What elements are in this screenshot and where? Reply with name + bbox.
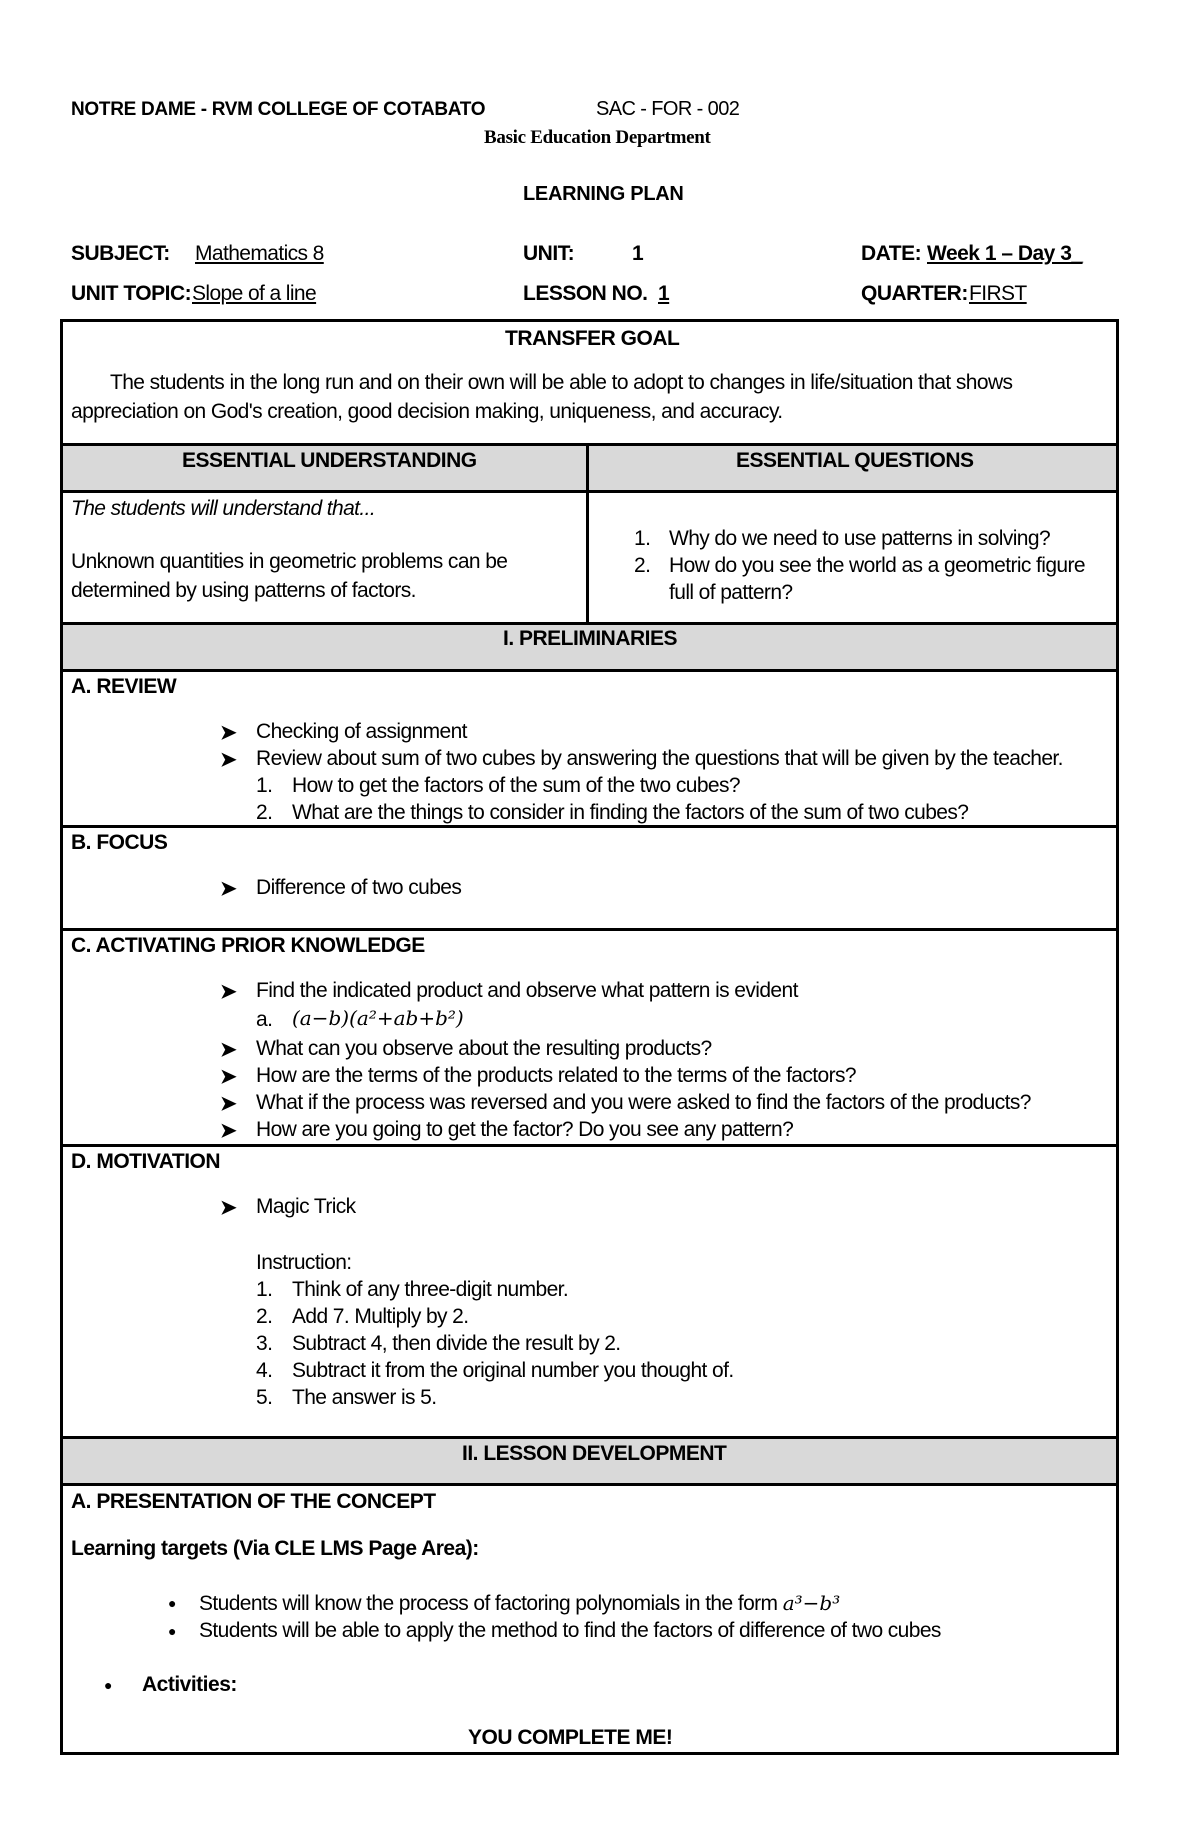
arrowhead-bullet-icon: ➤ <box>220 722 237 744</box>
date-value: Week 1 – Day 3_ <box>927 242 1083 265</box>
eq-item-2-continued: full of pattern? <box>669 581 793 604</box>
essential-questions-title: ESSENTIAL QUESTIONS <box>736 449 974 472</box>
activity-title: YOU COMPLETE ME! <box>468 1726 673 1749</box>
step-5: The answer is 5. <box>292 1386 437 1409</box>
divider <box>60 669 1119 672</box>
step-2: Add 7. Multiply by 2. <box>292 1305 469 1328</box>
eq-item-1: Why do we need to use patterns in solving? <box>669 527 1051 550</box>
divider <box>60 1144 1119 1147</box>
arrowhead-bullet-icon: ➤ <box>220 1197 237 1219</box>
arrowhead-bullet-icon: ➤ <box>220 1039 237 1061</box>
eq-item-2: How do you see the world as a geometric figure <box>669 554 1085 577</box>
focus-title: B. FOCUS <box>71 831 168 854</box>
activating-item-a-expression: (a−b)(a²+ab+b²) <box>292 1006 464 1030</box>
learning-target-2: Students will be able to apply the method to find the factors of difference of two cubes <box>199 1619 941 1642</box>
activating-item-a-label: a. <box>256 1008 273 1031</box>
learning-targets-title: Learning targets (Via CLE LMS Page Area): <box>71 1537 479 1560</box>
divider <box>60 1483 1119 1486</box>
review-question-1: How to get the factors of the sum of the two cubes? <box>292 774 740 797</box>
activating-bullet-1: Find the indicated product and observe what pattern is evident <box>256 979 798 1002</box>
arrowhead-bullet-icon: ➤ <box>220 981 237 1003</box>
activating-bullet-2: What can you observe about the resulting products? <box>256 1037 712 1060</box>
unit-label: UNIT: <box>523 242 575 265</box>
learning-target-1 <box>199 1591 840 1616</box>
transfer-goal-title: TRANSFER GOAL <box>505 327 680 350</box>
review-question-2: What are the things to consider in finding the factors of the sum of two cubes? <box>292 801 969 824</box>
round-bullet-icon: ● <box>104 1677 113 1693</box>
review-question-number: 1. <box>256 774 273 797</box>
date-label: DATE: <box>861 242 922 265</box>
activating-title: C. ACTIVATING PRIOR KNOWLEDGE <box>71 934 425 957</box>
step-number: 3. <box>256 1332 273 1355</box>
step-number: 1. <box>256 1278 273 1301</box>
essential-understanding-title: ESSENTIAL UNDERSTANDING <box>182 449 477 472</box>
step-number: 2. <box>256 1305 273 1328</box>
step-1: Think of any three-digit number. <box>292 1278 569 1301</box>
unit-topic-value: Slope of a line <box>192 282 317 305</box>
quarter-label: QUARTER: <box>861 282 968 305</box>
review-bullet-2: Review about sum of two cubes by answering the questions that will be given by the teacher. <box>256 747 1063 770</box>
transfer-goal-line-2: appreciation on God's creation, good decision making, uniqueness, and accuracy. <box>71 400 783 423</box>
divider <box>60 1436 1119 1439</box>
arrowhead-bullet-icon: ➤ <box>220 1093 237 1115</box>
activities-label: Activities: <box>142 1673 237 1696</box>
divider <box>60 622 1119 625</box>
eq-number: 1. <box>634 527 651 550</box>
activating-bullet-3: How are the terms of the products related to the terms of the factors? <box>256 1064 856 1087</box>
eu-intro: The students will understand that... <box>71 497 376 520</box>
step-4: Subtract it from the original number you thought of. <box>292 1359 734 1382</box>
divider <box>60 490 1119 493</box>
document-title: LEARNING PLAN <box>523 183 684 205</box>
divider <box>60 825 1119 828</box>
presentation-title: A. PRESENTATION OF THE CONCEPT <box>71 1490 436 1513</box>
preliminaries-title: I. PRELIMINARIES <box>503 627 678 650</box>
transfer-goal-line-1: The students in the long run and on their own will be able to adopt to changes in life/situation that shows <box>110 371 1013 394</box>
motivation-title: D. MOTIVATION <box>71 1150 221 1173</box>
column-divider <box>586 443 589 625</box>
lesson-development-title: II. LESSON DEVELOPMENT <box>462 1442 727 1465</box>
arrowhead-bullet-icon: ➤ <box>220 878 237 900</box>
step-3: Subtract 4, then divide the result by 2. <box>292 1332 621 1355</box>
subject-label: SUBJECT: <box>71 242 170 265</box>
activating-bullet-4: What if the process was reversed and you were asked to find the factors of the products? <box>256 1091 1031 1114</box>
quarter-value: FIRST <box>969 282 1027 305</box>
divider <box>60 443 1119 446</box>
lesson-number-label: LESSON NO. <box>523 282 648 305</box>
round-bullet-icon: ● <box>168 1623 177 1639</box>
step-number: 4. <box>256 1359 273 1382</box>
divider <box>60 928 1119 931</box>
subject-value: Mathematics 8 <box>195 242 324 265</box>
focus-bullet: Difference of two cubes <box>256 876 462 899</box>
arrowhead-bullet-icon: ➤ <box>220 749 237 771</box>
eq-number: 2. <box>634 554 651 577</box>
unit-value: 1 <box>632 242 644 265</box>
review-title: A. REVIEW <box>71 675 177 698</box>
eu-line-1: Unknown quantities in geometric problems can be <box>71 550 508 573</box>
unit-topic-label: UNIT TOPIC: <box>71 282 192 305</box>
learning-target-1-expression: a³−b³ <box>782 1591 841 1615</box>
activating-bullet-5: How are you going to get the factor? Do you see any pattern? <box>256 1118 794 1141</box>
review-question-number: 2. <box>256 801 273 824</box>
department-name: Basic Education Department <box>484 127 711 148</box>
step-number: 5. <box>256 1386 273 1409</box>
eu-line-2: determined by using patterns of factors. <box>71 579 416 602</box>
form-code: SAC - FOR - 002 <box>596 98 740 120</box>
arrowhead-bullet-icon: ➤ <box>220 1066 237 1088</box>
round-bullet-icon: ● <box>168 1595 177 1611</box>
learning-target-1-text: Students will know the process of factoring polynomials in the form <box>199 1592 778 1615</box>
arrowhead-bullet-icon: ➤ <box>220 1120 237 1142</box>
lesson-number-value: 1 <box>658 282 670 305</box>
school-name: NOTRE DAME - RVM COLLEGE OF COTABATO <box>71 99 486 120</box>
review-bullet-1: Checking of assignment <box>256 720 467 743</box>
instruction-label: Instruction: <box>256 1251 352 1274</box>
motivation-bullet: Magic Trick <box>256 1195 356 1218</box>
